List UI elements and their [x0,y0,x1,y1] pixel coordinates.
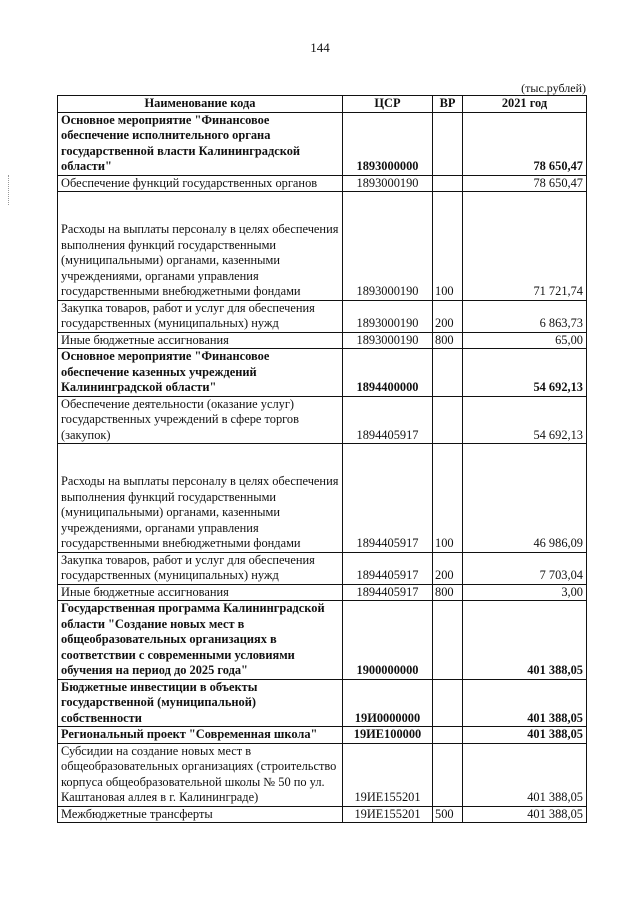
row-csr: 1894405917 [343,444,433,553]
row-name: Иные бюджетные ассигнования [58,584,343,601]
row-vr: 200 [433,300,463,332]
table-row [58,332,587,349]
row-name: Бюджетные инвестиции в объекты государственной (муниципальной) собственности [58,679,343,727]
table-row [58,300,587,332]
row-csr: 19ИЕ155201 [343,806,433,823]
row-csr: 19И0000000 [343,679,433,727]
table-row [58,396,587,444]
row-csr: 1893000000 [343,112,433,175]
row-csr: 1894405917 [343,552,433,584]
row-vr [433,112,463,175]
row-sum: 401 388,05 [463,727,587,744]
row-csr: 19ИЕ155201 [343,743,433,806]
row-sum: 46 986,09 [463,444,587,553]
table-header-row [58,96,587,113]
row-sum: 71 721,74 [463,192,587,301]
row-vr: 800 [433,332,463,349]
row-csr: 19ИЕ100000 [343,727,433,744]
margin-marks [8,175,13,205]
row-vr: 800 [433,584,463,601]
row-sum: 6 863,73 [463,300,587,332]
row-name: Расходы на выплаты персоналу в целях обеспечения выполнения функций государственными (муниципальными) органами, казенными учреждениями, органами управления государственными внебюджетными фондами [58,192,343,301]
row-csr: 1894400000 [343,349,433,397]
units-label: (тыс.рублей) [521,81,586,95]
row-csr: 1894405917 [343,396,433,444]
row-vr [433,679,463,727]
row-sum: 7 703,04 [463,552,587,584]
row-sum: 78 650,47 [463,112,587,175]
table-row [58,806,587,823]
row-name: Закупка товаров, работ и услуг для обеспечения государственных (муниципальных) нужд [58,300,343,332]
header-name: Наименование кода [58,96,343,113]
row-vr [433,743,463,806]
header-year: 2021 год [463,96,587,113]
row-name: Расходы на выплаты персоналу в целях обеспечения выполнения функций государственными (муниципальными) органами, казенными учреждениями, органами управления государственными внебюджетными фондами [58,444,343,553]
table-row [58,601,587,680]
row-name: Основное мероприятие "Финансовое обеспечение казенных учреждений Калининградской области" [58,349,343,397]
row-vr [433,396,463,444]
row-csr: 1900000000 [343,601,433,680]
row-name: Закупка товаров, работ и услуг для обеспечения государственных (муниципальных) нужд [58,552,343,584]
row-name: Основное мероприятие "Финансовое обеспечение исполнительного органа государственной власти Калининградской области" [58,112,343,175]
row-sum: 54 692,13 [463,349,587,397]
table-row [58,349,587,397]
row-sum: 401 388,05 [463,601,587,680]
row-csr: 1893000190 [343,192,433,301]
row-vr: 500 [433,806,463,823]
row-sum: 54 692,13 [463,396,587,444]
row-name: Обеспечение функций государственных органов [58,175,343,192]
row-name: Межбюджетные трансферты [58,806,343,823]
row-csr: 1893000190 [343,175,433,192]
row-csr: 1893000190 [343,300,433,332]
row-vr: 200 [433,552,463,584]
table-row [58,584,587,601]
row-vr [433,727,463,744]
table-row [58,552,587,584]
header-vr: ВР [433,96,463,113]
row-name: Субсидии на создание новых мест в общеобразовательных организациях (строительство корпуса общеобразовательной школы № 50 по ул. Каштановая аллея в г. Калининграде) [58,743,343,806]
row-vr: 100 [433,444,463,553]
row-sum: 3,00 [463,584,587,601]
row-sum: 401 388,05 [463,743,587,806]
page-number: 144 [310,40,330,55]
budget-table [57,95,587,823]
row-vr [433,601,463,680]
header-csr: ЦСР [343,96,433,113]
row-vr [433,349,463,397]
table-row [58,192,587,301]
row-csr: 1894405917 [343,584,433,601]
table-row [58,175,587,192]
row-sum: 78 650,47 [463,175,587,192]
row-name: Региональный проект "Современная школа" [58,727,343,744]
row-vr: 100 [433,192,463,301]
row-sum: 65,00 [463,332,587,349]
row-csr: 1893000190 [343,332,433,349]
row-vr [433,175,463,192]
row-sum: 401 388,05 [463,679,587,727]
table-row [58,727,587,744]
row-name: Обеспечение деятельности (оказание услуг) государственных учреждений в сфере торгов (закупок) [58,396,343,444]
table-row [58,444,587,553]
row-name: Иные бюджетные ассигнования [58,332,343,349]
row-name: Государственная программа Калининградской области "Создание новых мест в общеобразовательных организациях в соответствии с современными условиями обучения на период до 2025 года" [58,601,343,680]
table-row [58,112,587,175]
table-row [58,743,587,806]
row-sum: 401 388,05 [463,806,587,823]
table-row [58,679,587,727]
